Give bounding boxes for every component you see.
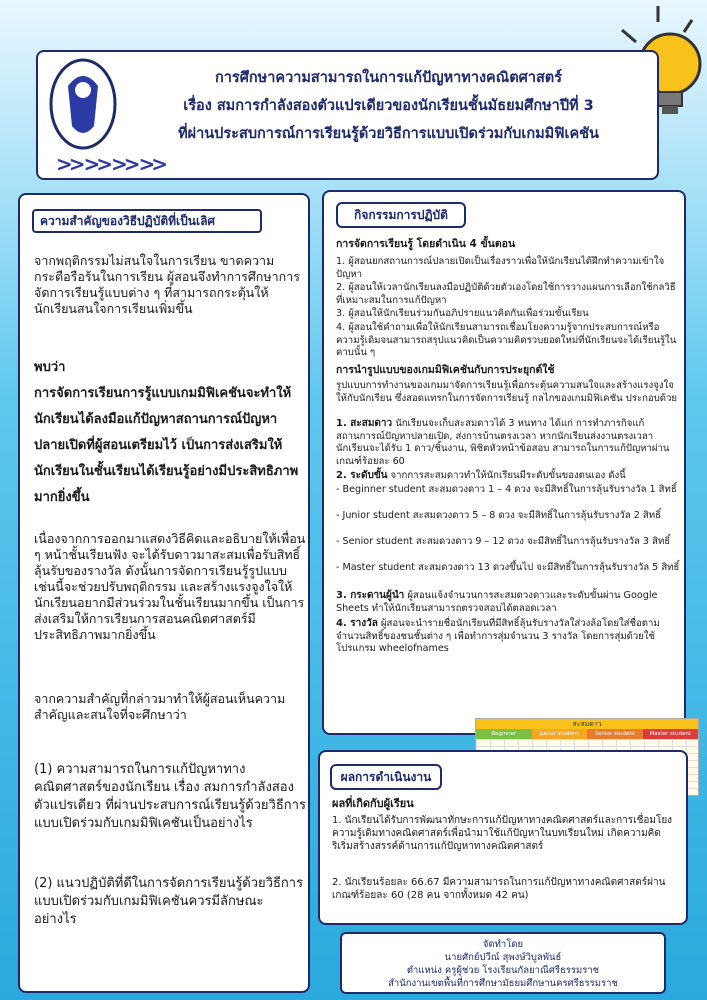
- found-label: พบว่า: [34, 360, 66, 375]
- steps-heading: การจัดการเรียนรู้ โดยดำเนิน 4 ขั้นตอน: [336, 238, 516, 250]
- star-table-col-junior: Junior student: [532, 729, 588, 739]
- mechanic-leaderboard-text: ผู้สอนแจ้งจำนวนการสะสมดวงดาวและระดับขั้นผ่าน Google Sheets ทำให้นักเรียนสามารถตรวจสอบได้ตลอดเวลา: [336, 590, 658, 614]
- result-heading: ผลที่เกิดกับผู้เรียน: [332, 797, 414, 810]
- importance-panel: [18, 193, 310, 993]
- importance-para-2: เนื่องจากการออกมาแสดงวิธีคิดและอธิบายให้เพื่อน ๆ หน้าชั้นเรียนฟัง จะได้รับดาวมาสะสมเพื่อรับสิทธิ์ลุ้นรับของรางวัล ดังนั้นการจัดการเรียนรู้รูปแบบเช่นนี้จะช่วยปรับพฤติกรรม และสร้างแรงจูงใจให้นักเรียนอยากมีส่วนร่วมในชั้นเรียนมากขึ้น เป็นการส่งเสริมให้การเรียนการสอนคณิตศาสตร์มีประสิทธิภาพมากยิ่งขึ้น: [34, 531, 306, 642]
- question-1: (1) ความสามารถในการแก้ปัญหาทางคณิตศาสตร์ของนักเรียน เรื่อง สมการกำลังสองตัวแปรเดียว ที่ผ่านประสบการณ์เรียนรู้ด้วยวิธีการแบบเปิดร่วมกับเกมมิฟิเคชันเป็นอย่างไร: [34, 762, 306, 831]
- credit-line-4: สำนักงานเขตพื้นที่การศึกษามัธยมศึกษานครศรีธรรมราช: [388, 978, 618, 989]
- step-3: 3. ผู้สอนให้นักเรียนร่วมกันอภิปรายแนวคิดกันเพื่อร่วมขั้นเรียน: [336, 308, 589, 319]
- step-2: 2. ผู้สอนให้เวลานักเรียนลงมือปฏิบัติด้วยตัวเองโดยใช้การวางแผนการเลือกใช้กลวิธีที่เหมาะสมในการแก้ปัญหา: [336, 282, 676, 306]
- school-logo-icon: [48, 56, 118, 154]
- mechanic-stars: [336, 418, 681, 468]
- level-senior: - Senior student สะสมดวงดาว 9 – 12 ดวง จะมีสิทธิ์ในการลุ้นรับรางวัล 3 สิทธิ์: [336, 536, 671, 547]
- result-tag: ผลการดำเนินงาน: [330, 764, 442, 790]
- activity-tag: กิจกรรมการปฏิบัติ: [336, 202, 466, 228]
- title-line-3: ที่ผ่านประสบการณ์การเรียนรู้ด้วยวิธีการแบบเปิดร่วมกับเกมมิฟิเคชัน: [178, 126, 599, 142]
- title-line-2: เรื่อง สมการกำลังสองตัวแปรเดียวของนักเรียนชั้นมัธยมศึกษาปีที่ 3: [183, 98, 594, 114]
- credit-line-1: จัดทำโดย: [482, 939, 524, 950]
- result-1: 1. นักเรียนได้รับการพัฒนาทักษะการแก้ปัญหาทางคณิตศาสตร์และการเชื่อมโยงความรู้เดิมทางคณิตศาสตร์เพื่อนำมาใช้แก้ปัญหาในบทเรียนใหม่ เกิดความคิดริเริ่มสร้างสรรค์ด้านการแก้ปัญหาทางคณิตศาสตร์: [332, 815, 673, 852]
- mechanic-levels-label: 2. ระดับขั้น: [336, 470, 388, 481]
- mechanic-stars-label: 1. สะสมดาว: [336, 418, 393, 429]
- mechanic-leaderboard: [336, 590, 681, 615]
- credit-line-3: ตำแหน่ง ครูผู้ช่วย โรงเรียนกัลยาณีศรีธรรมราช: [406, 965, 600, 976]
- step-1: 1. ผู้สอนยกสถานการณ์ปลายเปิดเป็นเรื่องราวเพื่อให้นักเรียนได้ฝึกทำความเข้าใจปัญหา: [336, 256, 665, 280]
- mechanic-levels: [336, 470, 681, 483]
- chevron-decoration-icon: >> >> >> >>: [56, 152, 165, 176]
- star-table-col-beginner: Beginner: [476, 729, 532, 739]
- mechanic-rewards: [336, 618, 681, 656]
- level-beginner: - Beginner student สะสมดวงดาว 1 – 4 ดวง จะมีสิทธิ์ในการลุ้นรับรางวัล 1 สิทธิ์: [336, 484, 677, 495]
- found-text: การจัดการเรียนการรู้แบบเกมมิฟิเคชันจะทำให้นักเรียนได้ลงมือแก้ปัญหาสถานการณ์ปัญหาปลายเปิดที่ผู้สอนเตรียมไว้ เป็นการส่งเสริมให้นักเรียนในชั้นเรียนได้เรียนรู้อย่างมีประสิทธิภาพมากยิ่งขึ้น: [34, 386, 299, 505]
- gamification-heading: การนำรูปแบบของเกมมิฟิเคชันกับการประยุกต์ใช้: [336, 364, 555, 376]
- credit-line-2: นายศักย์ปวีณ์ สุพงษ์วิบูลพันธ์: [444, 952, 562, 963]
- result-2: 2. นักเรียนร้อยละ 66.67 มีความสามารถในการแก้ปัญหาทางคณิตศาสตร์ผ่านเกณฑ์ร้อยละ 60 (28 คน จากทั้งหมด 42 คน): [332, 877, 666, 901]
- mechanic-rewards-label: 4. รางวัล: [336, 618, 378, 629]
- star-table-col-senior: Senior student: [587, 729, 643, 739]
- mechanic-leaderboard-label: 3. กระดานผู้นำ: [336, 590, 405, 601]
- star-table-title: สะสมดาว: [476, 719, 698, 729]
- activity-panel: [322, 190, 686, 735]
- mechanic-rewards-text: ผู้สอนจะนำรายชื่อนักเรียนที่มีสิทธิ์ลุ้นรับรางวัลใส่วงล้อโดยใส่ชื่อตามจำนวนสิทธิ์ของชนชั้นต่าง ๆ เพื่อทำการสุ่มจำนวน 3 รางวัล โดยการสุ่มด้วยใช้โปรแกรม wheelofnames: [336, 618, 660, 654]
- importance-para-3: จากความสำคัญที่กล่าวมาทำให้ผู้สอนเห็นความสำคัญและสนใจที่จะศึกษาว่า: [34, 691, 286, 722]
- mechanic-levels-text: จากการสะสมดาวทำให้นักเรียนมีระดับขั้นของตนเอง ดังนี้: [387, 470, 626, 481]
- star-table-col-master: Master student: [643, 729, 699, 739]
- question-2: (2) แนวปฏิบัติที่ดีในการจัดการเรียนรู้ด้วยวิธีการแบบเปิดร่วมกับเกมมิฟิเคชันควรมีลักษณะอย่างไร: [34, 876, 304, 927]
- title-line-1: การศึกษาความสามารถในการแก้ปัญหาทางคณิตศาสตร์: [214, 70, 563, 86]
- gamification-intro: รูปแบบการทำงานของเกมมาจัดการเรียนรู้เพื่อกระตุ้นความสนใจและสร้างแรงจูงใจให้กับนักเรียน ซึ่งสอดแทรกในการจัดการเรียนรู้ กลไกของเกมมิฟิเคชัน ประกอบด้วย: [336, 380, 678, 404]
- result-panel: [318, 750, 688, 925]
- importance-para-1: จากพฤติกรรมไม่สนใจในการเรียน ขาดความกระตือรือร้นในการเรียน ผู้สอนจึงทำการศึกษาการจัดการเรียนรู้แบบต่าง ๆ ที่สามารถกระตุ้นให้นักเรียนสนใจการเรียนเพิ่มขึ้น: [34, 253, 300, 316]
- credit-box: [340, 932, 666, 994]
- mechanic-stars-text: นักเรียนจะเก็บสะสมดาวได้ 3 หนทาง ได้แก่ การทำภารกิจแก้สถานการณ์ปัญหาปลายเปิด, ส่งการบ้านตรงเวลา หากนักเรียนส่งงานตรงเวลานักเรียนจะได้รับ 1 ดาว/ชิ้นงาน, พิชิตหัวหน้าข้อสอบ สามารถในการแก้ปัญหาผ่านเกณฑ์ร้อยละ 60: [336, 418, 670, 467]
- level-master: - Master student สะสมดวงดาว 13 ดวงขึ้นไป จะมีสิทธิ์ในการลุ้นรับรางวัล 5 สิทธิ์: [336, 562, 680, 573]
- star-table-header: [476, 729, 698, 739]
- level-junior: - Junior student สะสมดวงดาว 5 – 8 ดวง จะมีสิทธิ์ในการลุ้นรับรางวัล 2 สิทธิ์: [336, 510, 661, 521]
- importance-tag: ความสำคัญของวิธีปฏิบัติที่เป็นเลิศ: [32, 209, 262, 233]
- step-4: 4. ผู้สอนใช้คำถามเพื่อให้นักเรียนสามารถเชื่อมโยงความรู้จากประสบการณ์หรือความรู้เดิมจนสามารถสรุปแนวคิดเป็นความคิดรวบยอดใหม่ที่นักเรียนจะได้เรียนรู้ในคาบนั้น ๆ: [336, 322, 677, 358]
